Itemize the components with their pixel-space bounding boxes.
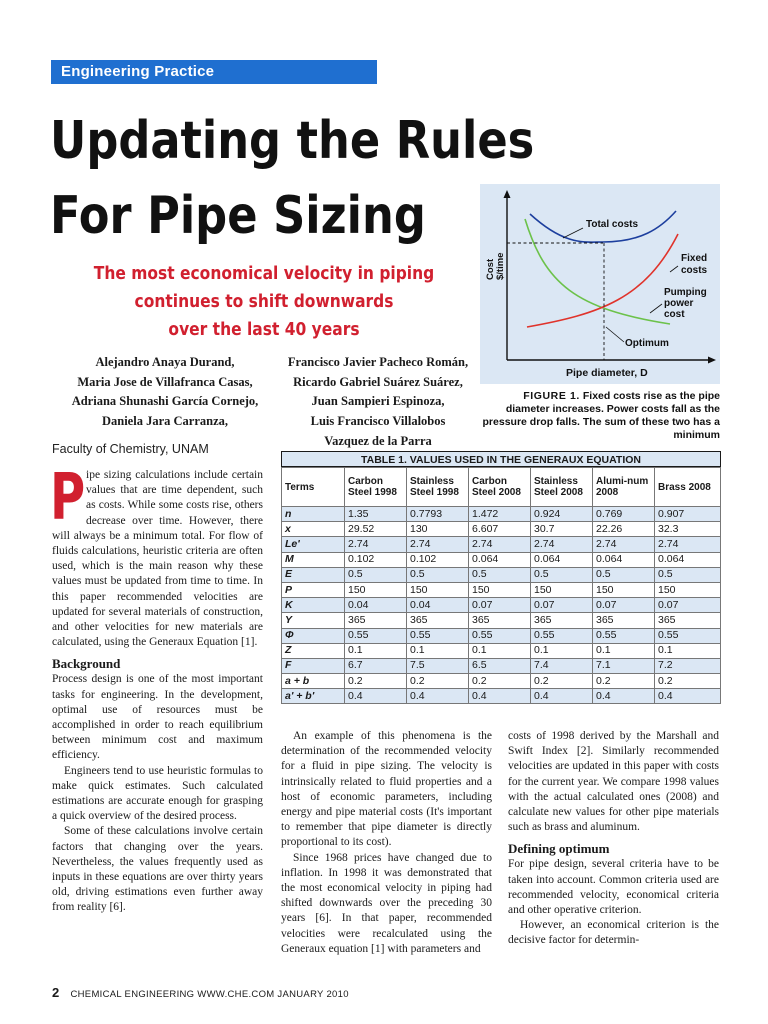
table-value-cell: 0.5 xyxy=(345,567,407,582)
table-value-cell: 365 xyxy=(407,613,469,628)
table-value-cell: 365 xyxy=(593,613,655,628)
table-value-cell: 365 xyxy=(655,613,721,628)
table-value-cell: 365 xyxy=(345,613,407,628)
table-value-cell: 0.064 xyxy=(469,552,531,567)
column-header: Brass 2008 xyxy=(655,468,721,507)
table-row xyxy=(282,598,721,613)
page-number: 2 xyxy=(52,985,60,1000)
author-name: Ricardo Gabriel Suárez Suárez, xyxy=(293,374,463,389)
table-value-cell: 0.55 xyxy=(407,628,469,643)
fixed-costs-label-line-1: Fixed xyxy=(681,253,708,264)
table-value-cell: 0.769 xyxy=(593,507,655,522)
table-value-cell: 0.55 xyxy=(593,628,655,643)
table-row xyxy=(282,582,721,597)
table-row xyxy=(282,628,721,643)
table-value-cell: 0.064 xyxy=(655,552,721,567)
table-term-cell: M xyxy=(282,552,345,567)
table-value-cell: 7.4 xyxy=(531,658,593,673)
table-value-cell: 0.07 xyxy=(655,598,721,613)
table-value-cell: 2.74 xyxy=(655,537,721,552)
table-value-cell: 0.04 xyxy=(345,598,407,613)
author-name: Alejandro Anaya Durand, xyxy=(95,355,235,369)
total-costs-leader xyxy=(563,228,583,238)
table-value-cell: 22.26 xyxy=(593,522,655,537)
table-value-cell: 2.74 xyxy=(407,537,469,552)
table-term-cell: F xyxy=(282,658,345,673)
table-value-cell: 0.5 xyxy=(531,567,593,582)
table-value-cell: 0.55 xyxy=(469,628,531,643)
fixed-costs-curve xyxy=(527,234,678,327)
table-value-cell: 0.1 xyxy=(593,643,655,658)
author-name: Luis Francisco Villalobos xyxy=(310,414,446,429)
fixed-costs-label-line-2: costs xyxy=(681,265,708,276)
table-value-cell: 150 xyxy=(655,582,721,597)
table-value-cell: 0.2 xyxy=(655,674,721,689)
table-value-cell: 7.2 xyxy=(655,658,721,673)
y-axis-arrow xyxy=(504,190,511,198)
column-header: Stainless Steel 2008 xyxy=(531,468,593,507)
section-banner xyxy=(51,60,377,84)
table-value-cell: 0.2 xyxy=(407,674,469,689)
table-value-cell: 2.74 xyxy=(593,537,655,552)
table-value-cell: 150 xyxy=(469,582,531,597)
table-value-cell: 0.1 xyxy=(531,643,593,658)
intro-paragraph xyxy=(50,461,263,650)
author-name: Vazquez de la Parra xyxy=(324,433,432,448)
defining-optimum-heading: Defining optimum xyxy=(508,841,610,857)
author-name: Maria Jose de Villafranca Casas, xyxy=(77,374,253,389)
y-axis-label-line-2: $/time xyxy=(495,252,506,280)
x-axis-label: Pipe diameter, D xyxy=(566,367,648,379)
subtitle-line: over the last 40 years xyxy=(168,319,360,340)
table-row xyxy=(282,674,721,689)
pumping-cost-label-line-2: power xyxy=(664,298,694,309)
table-value-cell: 0.4 xyxy=(593,689,655,704)
table-value-cell: 0.064 xyxy=(593,552,655,567)
optimum-leader xyxy=(606,327,624,342)
body-paragraph: Process design is one of the most important tasks for engineering. In the development, optimal use of resources must be accomplished in order to reach equilibrium between minimum cost and maximum efficiency. xyxy=(52,673,263,762)
table-term-cell: K xyxy=(282,598,345,613)
body-paragraph: For pipe design, several criteria have to be taken into account. Common criteria used are recommended velocity, economical criteria and other operative criterion. xyxy=(508,858,719,917)
body-paragraph: Since 1968 prices have changed due to inflation. In 1998 it was demonstrated that the most economical velocity in piping had shifted downwards over the preceding 30 years [6]. In that paper, recommended velocities were recalculated using the Generaux equation [1] with parameters and xyxy=(281,851,492,955)
table-value-cell: 0.1 xyxy=(407,643,469,658)
table-value-cell: 0.5 xyxy=(655,567,721,582)
table-value-cell: 0.907 xyxy=(655,507,721,522)
table-value-cell: 0.07 xyxy=(531,598,593,613)
table-value-cell: 0.07 xyxy=(593,598,655,613)
y-axis-label-line-1: Cost xyxy=(485,258,496,280)
table-term-cell: Φ xyxy=(282,628,345,643)
table-value-cell: 32.3 xyxy=(655,522,721,537)
table-value-cell: 0.55 xyxy=(531,628,593,643)
table-value-cell: 150 xyxy=(345,582,407,597)
table-value-cell: 0.1 xyxy=(345,643,407,658)
table-value-cell: 0.04 xyxy=(407,598,469,613)
table-value-cell: 0.2 xyxy=(531,674,593,689)
table-row xyxy=(282,552,721,567)
table-1 xyxy=(281,451,721,704)
figure-caption xyxy=(480,390,720,442)
table-row xyxy=(282,689,721,704)
cost-diagram xyxy=(480,184,720,384)
table-value-cell: 0.7793 xyxy=(407,507,469,522)
table-value-cell: 2.74 xyxy=(345,537,407,552)
table-value-cell: 0.55 xyxy=(655,628,721,643)
table-value-cell: 0.5 xyxy=(469,567,531,582)
table-value-cell: 29.52 xyxy=(345,522,407,537)
column-header: Carbon Steel 2008 xyxy=(469,468,531,507)
body-column-3 xyxy=(508,729,719,949)
table-value-cell: 7.5 xyxy=(407,658,469,673)
table-value-cell: 7.1 xyxy=(593,658,655,673)
column-header: Alumi-num 2008 xyxy=(593,468,655,507)
table-value-cell: 0.102 xyxy=(345,552,407,567)
author-list-right xyxy=(262,353,494,452)
table-value-cell: 0.4 xyxy=(407,689,469,704)
article-title-line-2: For Pipe Sizing xyxy=(50,186,426,246)
table-value-cell: 0.102 xyxy=(407,552,469,567)
table-term-cell: a + b xyxy=(282,674,345,689)
table-row xyxy=(282,613,721,628)
table-term-cell: Le' xyxy=(282,537,345,552)
table-value-cell: 0.4 xyxy=(345,689,407,704)
pumping-cost-label-line-1: Pumping xyxy=(664,287,707,298)
body-paragraph: Some of these calculations involve certain factors that changing over the years. Nevertheless, the values frequently used as inputs in these equations are over thirty years old, driving estimations even further away from reality [6]. xyxy=(52,825,263,914)
table-term-cell: a' + b' xyxy=(282,689,345,704)
table-value-cell: 6.5 xyxy=(469,658,531,673)
table-value-cell: 0.1 xyxy=(655,643,721,658)
background-heading: Background xyxy=(52,656,121,672)
table-term-cell: n xyxy=(282,507,345,522)
author-name: Juan Sampieri Espinoza, xyxy=(311,394,445,409)
table-value-cell: 0.5 xyxy=(407,567,469,582)
generaux-values-table xyxy=(281,467,721,704)
column-header: Carbon Steel 1998 xyxy=(345,468,407,507)
table-value-cell: 1.35 xyxy=(345,507,407,522)
table-row xyxy=(282,567,721,582)
body-paragraph: However, an economical criterion is the decisive factor for determin- xyxy=(508,919,719,947)
table-header-row xyxy=(282,468,721,507)
table-value-cell: 130 xyxy=(407,522,469,537)
table-value-cell: 6.607 xyxy=(469,522,531,537)
body-column-2 xyxy=(281,729,492,957)
column-header: Terms xyxy=(282,468,345,507)
page-footer xyxy=(52,986,349,1002)
table-term-cell: E xyxy=(282,567,345,582)
table-value-cell: 0.5 xyxy=(593,567,655,582)
x-axis-arrow xyxy=(708,357,716,364)
subtitle-line: The most economical velocity in piping xyxy=(93,263,435,284)
body-paragraph: Engineers tend to use heuristic formulas to make quick estimates. Such calculated estimations are accurate enough for grasping a quick overview of the desired process. xyxy=(52,764,263,823)
body-paragraph: An example of this phenomena is the determination of the recommended velocity for a fluid in pipe sizing. The velocity is intrinsically related to fluid properties and a host of economic parameters, including energy and pipe material costs (It's important to remember that pipe diameter is directly proportional to its cost). xyxy=(281,730,492,849)
table-term-cell: Z xyxy=(282,643,345,658)
table-value-cell: 0.064 xyxy=(531,552,593,567)
table-body xyxy=(282,507,721,704)
table-value-cell: 150 xyxy=(407,582,469,597)
table-value-cell: 6.7 xyxy=(345,658,407,673)
table-row xyxy=(282,643,721,658)
table-row xyxy=(282,507,721,522)
total-costs-label: Total costs xyxy=(586,219,639,230)
pumping-power-cost-curve xyxy=(525,219,670,324)
table-row xyxy=(282,522,721,537)
subtitle-line: continues to shift downwards xyxy=(134,291,394,312)
table-value-cell: 365 xyxy=(469,613,531,628)
column-header: Stainless Steel 1998 xyxy=(407,468,469,507)
figure-caption-text: Fixed costs rise as the pipe diameter increases. Power costs fall as the pressure drop falls. The sum of these two has a minimum xyxy=(482,390,720,441)
article-subtitle xyxy=(60,260,468,344)
pumping-cost-label-line-3: cost xyxy=(664,309,685,320)
table-term-cell: Y xyxy=(282,613,345,628)
table-term-cell: P xyxy=(282,582,345,597)
table-row xyxy=(282,658,721,673)
table-value-cell: 1.472 xyxy=(469,507,531,522)
table-value-cell: 30.7 xyxy=(531,522,593,537)
table-value-cell: 2.74 xyxy=(531,537,593,552)
table-value-cell: 0.4 xyxy=(531,689,593,704)
section-label: Engineering Practice xyxy=(61,63,215,80)
pumping-cost-leader xyxy=(650,304,662,313)
table-value-cell: 150 xyxy=(531,582,593,597)
fixed-costs-leader xyxy=(670,266,678,272)
table-value-cell: 2.74 xyxy=(469,537,531,552)
table-value-cell: 0.1 xyxy=(469,643,531,658)
figure-1 xyxy=(480,184,720,384)
table-value-cell: 365 xyxy=(531,613,593,628)
table-value-cell: 0.924 xyxy=(531,507,593,522)
table-value-cell: 0.2 xyxy=(345,674,407,689)
table-value-cell: 0.2 xyxy=(469,674,531,689)
optimum-label: Optimum xyxy=(625,338,669,349)
author-list-left xyxy=(40,353,290,432)
table-value-cell: 0.4 xyxy=(469,689,531,704)
table-row xyxy=(282,537,721,552)
table-term-cell: x xyxy=(282,522,345,537)
intro-text: ipe sizing calculations include certain values that are time dependent, such as costs. While some costs rise, others decrease over time. However, there will always be a minimum total. For flow of fluids calculations, heuristic criteria are often used, which is the main reason why these values must be updated from time to time. In this paper recommended velocities are updated for several materials of construction, and other velocities for new materials are calculated, using the Generaux Equation [1]. xyxy=(52,469,263,649)
body-column-1 xyxy=(50,461,263,916)
table-value-cell: 0.55 xyxy=(345,628,407,643)
footer-text: CHEMICAL ENGINEERING WWW.CHE.COM JANUARY 2010 xyxy=(70,989,349,1000)
table-title: TABLE 1. VALUES USED IN THE GENERAUX EQUATION xyxy=(281,451,721,467)
table-value-cell: 150 xyxy=(593,582,655,597)
author-name: Daniela Jara Carranza, xyxy=(101,414,229,429)
author-name: Francisco Javier Pacheco Román, xyxy=(287,355,469,369)
body-paragraph: costs of 1998 derived by the Marshall and Swift Index [2]. Similarly recommended velocities are updated in this paper with costs for the current year. We compare 1998 values with the actual calculated ones (2008) and calculate new values for other pipe materials such as brass and aluminum. xyxy=(508,730,719,834)
drop-cap: P xyxy=(50,461,86,535)
table-value-cell: 0.07 xyxy=(469,598,531,613)
affiliation: Faculty of Chemistry, UNAM xyxy=(52,442,209,456)
table-value-cell: 0.4 xyxy=(655,689,721,704)
figure-caption-label: FIGURE 1. xyxy=(523,390,580,402)
article-title-line-1: Updating the Rules xyxy=(50,111,535,171)
table-value-cell: 0.2 xyxy=(593,674,655,689)
author-name: Adriana Shunashi García Cornejo, xyxy=(71,394,259,409)
